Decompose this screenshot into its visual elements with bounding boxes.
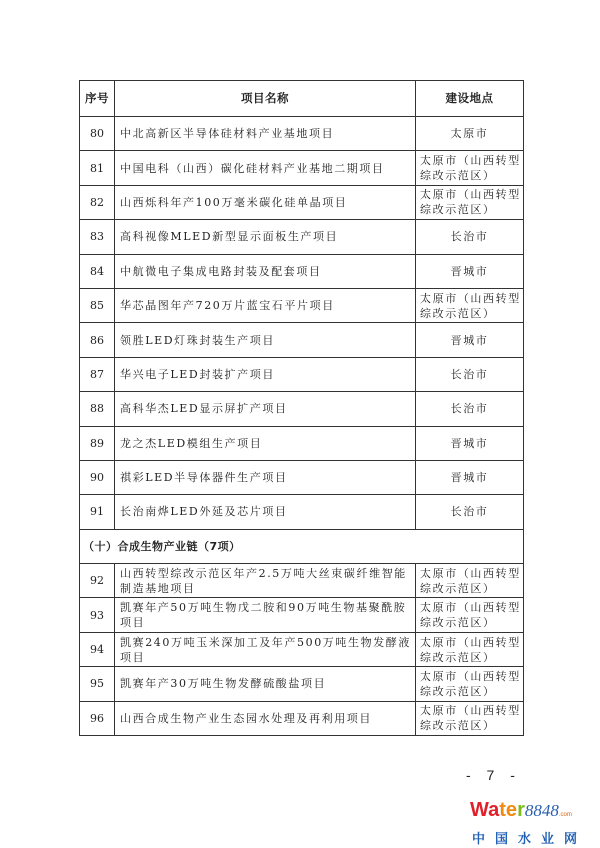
table-row — [80, 495, 524, 529]
project-location: 太原市（山西转型综改示范区） — [416, 632, 524, 666]
logo-wordmark: Water8848.com — [470, 799, 572, 821]
table-row — [80, 323, 524, 357]
row-number: 92 — [80, 564, 115, 598]
row-number: 91 — [80, 495, 115, 529]
project-name: 华芯晶图年产720万片蓝宝石平片项目 — [115, 288, 416, 322]
table-row — [80, 220, 524, 254]
table-row — [80, 632, 524, 666]
row-number: 95 — [80, 667, 115, 701]
project-name: 华兴电子LED封装扩产项目 — [115, 357, 416, 391]
row-number: 87 — [80, 357, 115, 391]
project-name: 高科华杰LED显示屏扩产项目 — [115, 392, 416, 426]
section-title: （十）合成生物产业链（7项） — [80, 529, 524, 563]
project-name: 凯赛年产30万吨生物发酵硫酸盐项目 — [115, 667, 416, 701]
table-row — [80, 667, 524, 701]
project-location: 长治市 — [416, 220, 524, 254]
project-location: 太原市（山西转型综改示范区） — [416, 598, 524, 632]
table-row — [80, 598, 524, 632]
table-row — [80, 254, 524, 288]
project-location: 长治市 — [416, 495, 524, 529]
table-row — [80, 288, 524, 322]
section-row — [80, 529, 524, 563]
row-number: 86 — [80, 323, 115, 357]
row-number: 84 — [80, 254, 115, 288]
row-number: 82 — [80, 185, 115, 219]
project-name: 中航微电子集成电路封装及配套项目 — [115, 254, 416, 288]
row-number: 90 — [80, 460, 115, 494]
table-row — [80, 564, 524, 598]
header-name: 项目名称 — [115, 81, 416, 117]
header-no: 序号 — [80, 81, 115, 117]
project-name: 中国电科（山西）碳化硅材料产业基地二期项目 — [115, 151, 416, 185]
project-location: 晋城市 — [416, 426, 524, 460]
project-location: 晋城市 — [416, 460, 524, 494]
project-name: 山西转型综改示范区年产2.5万吨大丝束碳纤维智能制造基地项目 — [115, 564, 416, 598]
row-number: 81 — [80, 151, 115, 185]
logo-chinese: 中国水业网 — [472, 832, 588, 847]
table-row — [80, 460, 524, 494]
table-row — [80, 357, 524, 391]
row-number: 89 — [80, 426, 115, 460]
project-location: 晋城市 — [416, 254, 524, 288]
project-location: 晋城市 — [416, 323, 524, 357]
table-row — [80, 701, 524, 735]
project-location: 太原市（山西转型综改示范区） — [416, 151, 524, 185]
project-location: 太原市 — [416, 117, 524, 151]
project-name: 高科视像MLED新型显示面板生产项目 — [115, 220, 416, 254]
row-number: 85 — [80, 288, 115, 322]
row-number: 83 — [80, 220, 115, 254]
table-header-row — [80, 81, 524, 117]
project-name: 龙之杰LED模组生产项目 — [115, 426, 416, 460]
project-location: 太原市（山西转型综改示范区） — [416, 288, 524, 322]
project-location: 太原市（山西转型综改示范区） — [416, 667, 524, 701]
project-name: 山西烁科年产100万毫米碳化硅单晶项目 — [115, 185, 416, 219]
project-name: 凯赛年产50万吨生物戊二胺和90万吨生物基聚酰胺项目 — [115, 598, 416, 632]
project-location: 太原市（山西转型综改示范区） — [416, 701, 524, 735]
project-name: 山西合成生物产业生态园水处理及再利用项目 — [115, 701, 416, 735]
row-number: 94 — [80, 632, 115, 666]
watermark-logo — [470, 800, 600, 847]
project-location: 长治市 — [416, 392, 524, 426]
table-row — [80, 392, 524, 426]
table-row — [80, 151, 524, 185]
project-name: 凯赛240万吨玉米深加工及年产500万吨生物发酵液项目 — [115, 632, 416, 666]
table-row — [80, 117, 524, 151]
table-row — [80, 426, 524, 460]
header-location: 建设地点 — [416, 81, 524, 117]
row-number: 88 — [80, 392, 115, 426]
row-number: 93 — [80, 598, 115, 632]
project-location: 太原市（山西转型综改示范区） — [416, 185, 524, 219]
project-name: 祺彩LED半导体器件生产项目 — [115, 460, 416, 494]
project-name: 中北高新区半导体硅材料产业基地项目 — [115, 117, 416, 151]
row-number: 80 — [80, 117, 115, 151]
project-location: 长治市 — [416, 357, 524, 391]
table-row — [80, 185, 524, 219]
project-name: 领胜LED灯珠封装生产项目 — [115, 323, 416, 357]
project-name: 长治南烨LED外延及芯片项目 — [115, 495, 416, 529]
row-number: 96 — [80, 701, 115, 735]
project-location: 太原市（山西转型综改示范区） — [416, 564, 524, 598]
project-table — [79, 80, 524, 736]
page-number: - 7 - — [466, 767, 521, 783]
